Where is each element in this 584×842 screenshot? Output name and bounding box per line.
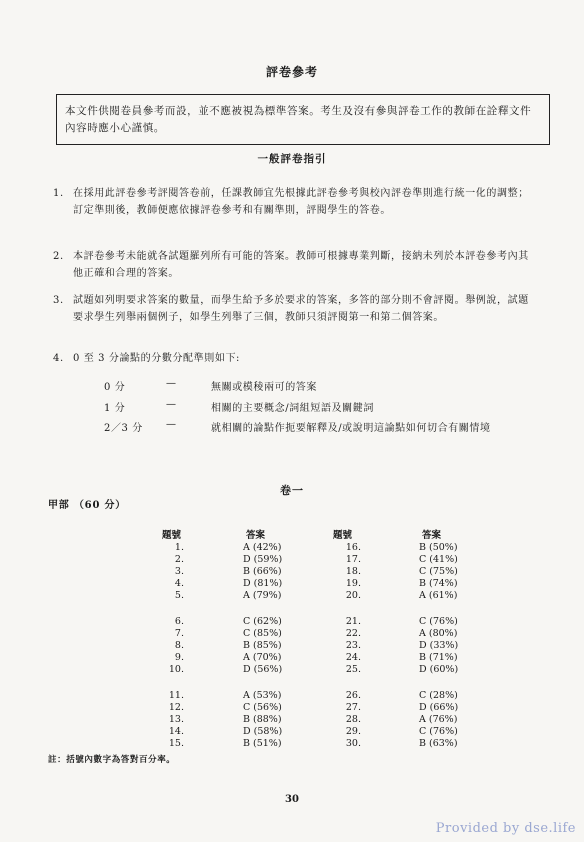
answer-cell: D (66%) bbox=[419, 702, 459, 713]
question-number: 16. bbox=[345, 542, 361, 553]
scale-label: 1 分 bbox=[104, 403, 126, 414]
answer-cell: B (88%) bbox=[243, 714, 282, 725]
question-number: 19. bbox=[345, 578, 361, 589]
answer-cell: B (71%) bbox=[419, 652, 458, 663]
guideline-item bbox=[53, 185, 539, 219]
answer-header: 答案 bbox=[422, 530, 442, 541]
answer-cell: D (81%) bbox=[243, 578, 283, 589]
answer-cell: C (41%) bbox=[419, 554, 458, 565]
question-number: 4. bbox=[174, 578, 184, 589]
question-number: 17. bbox=[345, 554, 361, 565]
guideline-item bbox=[53, 248, 539, 282]
answer-cell: C (75%) bbox=[419, 566, 458, 577]
guideline-text: 在採用此評卷參考評閱答卷前，任課教師宜先根據此評卷參考與校內評卷準則進行統一化的調整；訂定準則後，教師便應依據評卷參考和有關準則，評閱學生的答卷。 bbox=[73, 188, 529, 216]
answer-cell: B (63%) bbox=[419, 738, 458, 749]
notice-box: 本文件供閱卷員參考而設，並不應被視為標準答案。考生及沒有參與評卷工作的教師在詮釋文件內容時應小心謹慎。 bbox=[56, 94, 550, 145]
footnote: 註：括號內數字為答對百分率。 bbox=[48, 755, 176, 765]
answer-cell: A (61%) bbox=[419, 590, 458, 601]
scale-description: 無關或模稜兩可的答案 bbox=[211, 382, 317, 393]
question-number: 14. bbox=[168, 726, 184, 737]
question-number: 9. bbox=[174, 652, 184, 663]
scale-dash: — bbox=[166, 419, 177, 430]
question-number: 18. bbox=[345, 566, 361, 577]
question-number: 13. bbox=[168, 714, 184, 725]
answer-header: 答案 bbox=[246, 530, 266, 541]
question-header: 題號 bbox=[333, 530, 353, 541]
scale-label: 0 分 bbox=[104, 382, 126, 393]
answer-cell: A (53%) bbox=[243, 690, 282, 701]
answer-cell: A (42%) bbox=[243, 542, 282, 553]
scale-label: 2／3 分 bbox=[104, 423, 143, 434]
question-number: 23. bbox=[345, 640, 361, 651]
answer-cell: D (33%) bbox=[419, 640, 459, 651]
source-watermark[interactable]: Provided by dse.life bbox=[435, 821, 576, 836]
question-number: 12. bbox=[168, 702, 184, 713]
answer-cell: C (56%) bbox=[243, 702, 282, 713]
answer-cell: B (66%) bbox=[243, 566, 282, 577]
answer-cell: C (28%) bbox=[419, 690, 458, 701]
guideline-number: 1. bbox=[53, 188, 64, 199]
answer-cell: D (56%) bbox=[243, 664, 283, 675]
question-number: 27. bbox=[345, 702, 361, 713]
answer-cell: D (58%) bbox=[243, 726, 283, 737]
question-number: 22. bbox=[345, 628, 361, 639]
question-column-left bbox=[162, 530, 192, 750]
answer-cell: B (74%) bbox=[419, 578, 458, 589]
guideline-text: 本評卷參考未能就各試題羅列所有可能的答案。教師可根據專業判斷，接納未列於本評卷參考內其他正確和合理的答案。 bbox=[73, 251, 529, 279]
question-number: 21. bbox=[345, 616, 361, 627]
answer-cell: C (76%) bbox=[419, 616, 458, 627]
question-number: 7. bbox=[174, 628, 184, 639]
answer-cell: A (80%) bbox=[419, 628, 458, 639]
question-number: 15. bbox=[168, 738, 184, 749]
question-number: 10. bbox=[168, 664, 184, 675]
question-number: 6. bbox=[174, 616, 184, 627]
scale-dash: — bbox=[166, 399, 177, 410]
question-number: 26. bbox=[345, 690, 361, 701]
guideline-number: 2. bbox=[53, 251, 64, 262]
question-column-right bbox=[333, 530, 369, 750]
guideline-number: 4. bbox=[53, 353, 64, 364]
question-number: 11. bbox=[168, 690, 184, 701]
question-number: 1. bbox=[174, 542, 184, 553]
answer-cell: C (85%) bbox=[243, 628, 282, 639]
answer-cell: D (60%) bbox=[419, 664, 459, 675]
answer-cell: B (50%) bbox=[419, 542, 458, 553]
paper-title: 卷一 bbox=[280, 484, 304, 497]
question-number: 3. bbox=[174, 566, 184, 577]
question-number: 2. bbox=[174, 554, 184, 565]
guideline-number: 3. bbox=[53, 295, 64, 306]
scale-description: 相關的主要概念/詞組短語及關鍵詞 bbox=[211, 403, 374, 414]
question-number: 20. bbox=[345, 590, 361, 601]
question-number: 25. bbox=[345, 664, 361, 675]
page-title: 評卷參考 bbox=[265, 65, 318, 79]
question-number: 29. bbox=[345, 726, 361, 737]
answer-cell: C (76%) bbox=[419, 726, 458, 737]
question-number: 5. bbox=[174, 590, 184, 601]
question-number: 28. bbox=[345, 714, 361, 725]
question-number: 30. bbox=[345, 738, 361, 749]
question-header: 題號 bbox=[162, 530, 182, 541]
section-title: 甲部 （60 分） bbox=[48, 500, 127, 511]
answer-column-right bbox=[419, 530, 479, 750]
answer-cell: A (76%) bbox=[419, 714, 458, 725]
guideline-text: 試題如列明要求答案的數量，而學生給予多於要求的答案，多答的部分則不會評閱。舉例說，試題要求學生列舉兩個例子，如學生列舉了三個，教師只須評閱第一和第二個答案。 bbox=[73, 295, 529, 323]
answer-cell: D (59%) bbox=[243, 554, 283, 565]
guideline-text: 0 至 3 分論點的分數分配準則如下: bbox=[73, 353, 241, 364]
question-number: 8. bbox=[174, 640, 184, 651]
guideline-item bbox=[53, 350, 539, 367]
answer-cell: B (85%) bbox=[243, 640, 282, 651]
answer-cell: A (79%) bbox=[243, 590, 282, 601]
page-number: 30 bbox=[285, 794, 299, 805]
answer-column-left bbox=[243, 530, 303, 750]
answer-cell: C (62%) bbox=[243, 616, 282, 627]
scale-dash: — bbox=[166, 378, 177, 389]
scale-description: 就相關的論點作扼要解釋及/或說明這論點如何切合有關情境 bbox=[211, 423, 491, 434]
answer-cell: A (70%) bbox=[243, 652, 282, 663]
guideline-item bbox=[53, 292, 539, 326]
question-number: 24. bbox=[345, 652, 361, 663]
answer-cell: B (51%) bbox=[243, 738, 282, 749]
guidelines-title: 一般評卷指引 bbox=[257, 153, 327, 165]
